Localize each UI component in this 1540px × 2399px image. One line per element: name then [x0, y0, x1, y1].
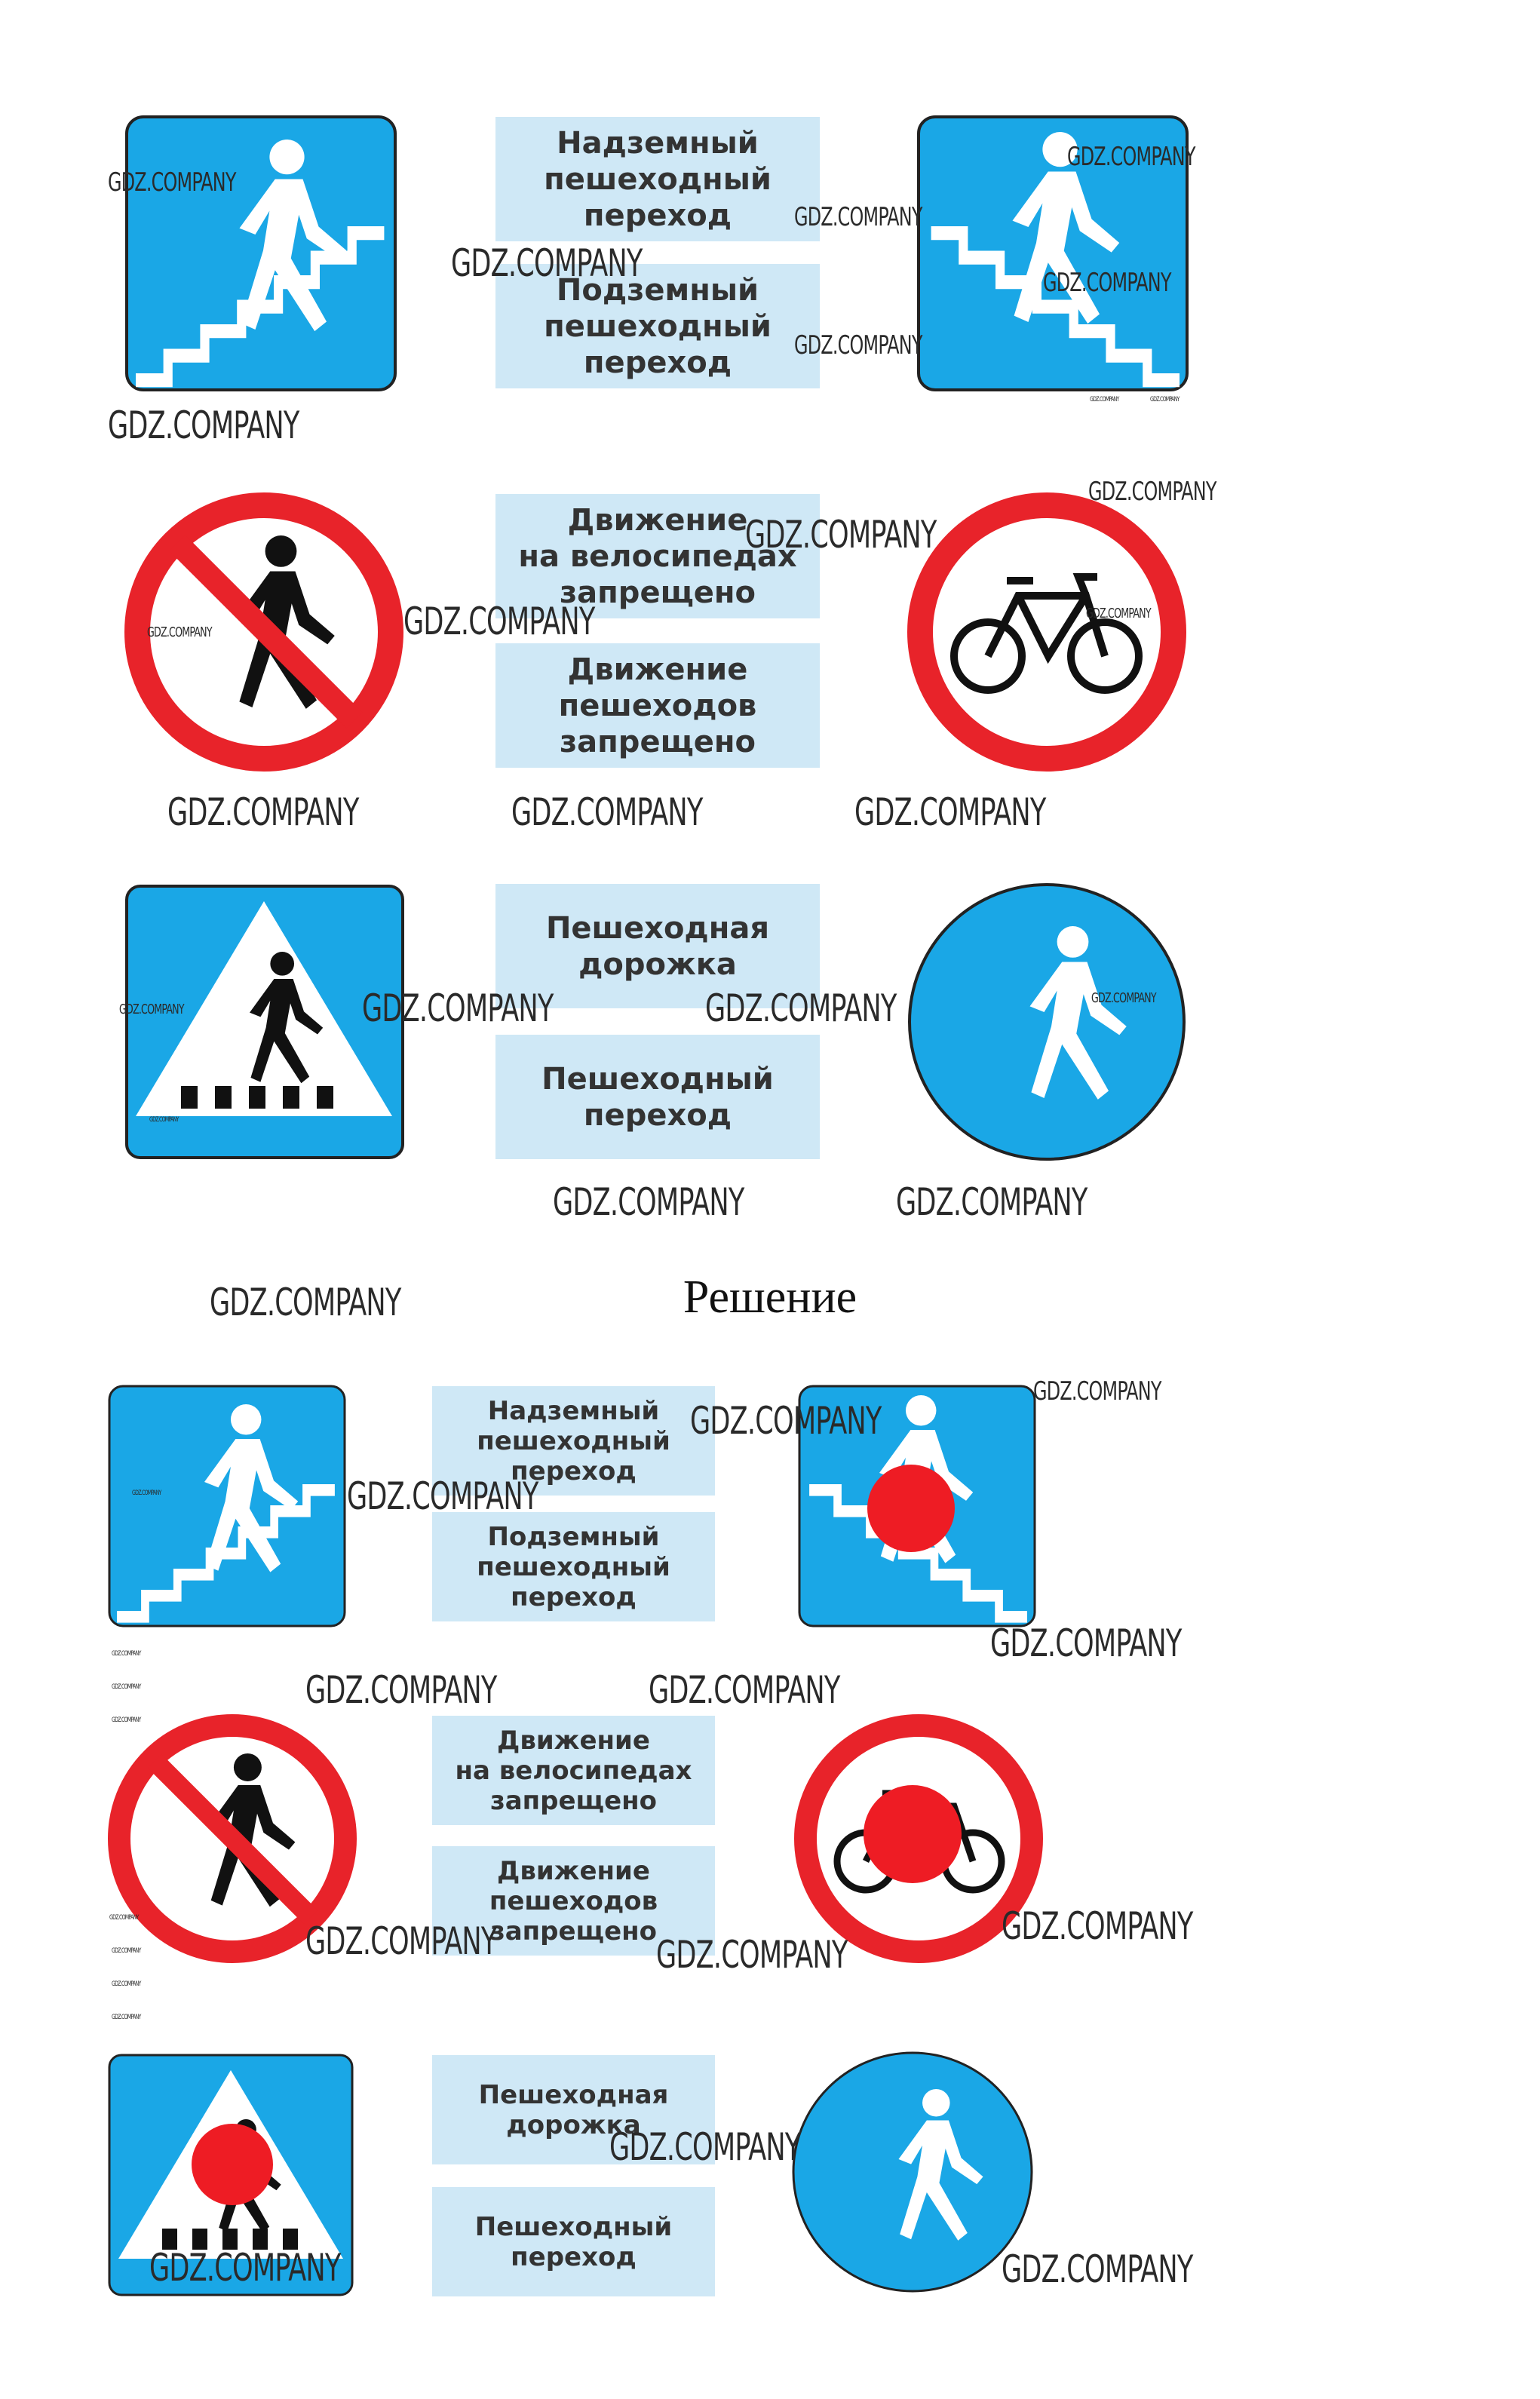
answer-mark [192, 2124, 273, 2205]
watermark: GDZ.COMPANY [147, 624, 212, 640]
label-overground: Надземный пешеходный переход [495, 117, 820, 241]
watermark: GDZ.COMPANY [112, 1650, 141, 1658]
watermark: GDZ.COMPANY [1150, 396, 1180, 403]
watermark: GDZ.COMPANY [112, 1980, 141, 1988]
watermark: GDZ.COMPANY [149, 1116, 179, 1124]
solution-label-no-bicycles: Движение на велосипедах запрещено [432, 1716, 715, 1825]
watermark: GDZ.COMPANY [990, 1621, 1182, 1665]
solution-footpath-sign [793, 2053, 1032, 2291]
watermark: GDZ.COMPANY [112, 1716, 141, 1724]
watermark: GDZ.COMPANY [451, 241, 643, 285]
watermark: GDZ.COMPANY [119, 1002, 184, 1017]
label-footpath: Пешеходная дорожка [495, 884, 820, 1008]
watermark: GDZ.COMPANY [609, 2125, 801, 2169]
watermark: GDZ.COMPANY [896, 1180, 1088, 1224]
solution-label-overground: Надземный пешеходный переход [432, 1386, 715, 1496]
label-crossing: Пешеходный переход [495, 1035, 820, 1159]
overground-crossing-sign [127, 117, 395, 390]
watermark: GDZ.COMPANY [745, 513, 937, 557]
watermark: GDZ.COMPANY [132, 1489, 161, 1497]
watermark: GDZ.COMPANY [1086, 606, 1151, 621]
watermark: GDZ.COMPANY [794, 202, 922, 232]
watermark: GDZ.COMPANY [690, 1399, 882, 1443]
solution-no-bicycles-sign [805, 1726, 1032, 1952]
watermark: GDZ.COMPANY [794, 330, 922, 360]
watermark: GDZ.COMPANY [108, 403, 299, 447]
no-bicycles-sign [920, 505, 1173, 759]
watermark: GDZ.COMPANY [854, 790, 1046, 834]
watermark: GDZ.COMPANY [108, 167, 236, 198]
watermark: GDZ.COMPANY [167, 790, 359, 834]
solution-heading: Решение [683, 1272, 857, 1323]
watermark: GDZ.COMPANY [1002, 1904, 1193, 1948]
watermark: GDZ.COMPANY [1033, 1376, 1161, 1407]
watermark: GDZ.COMPANY [305, 1668, 497, 1712]
watermark: GDZ.COMPANY [210, 1281, 401, 1324]
watermark: GDZ.COMPANY [1002, 2247, 1193, 2291]
watermark: GDZ.COMPANY [1067, 142, 1195, 172]
watermark: GDZ.COMPANY [112, 1683, 141, 1691]
watermark: GDZ.COMPANY [305, 1919, 497, 1963]
watermark: GDZ.COMPANY [511, 790, 703, 834]
answer-mark [864, 1785, 962, 1883]
watermark: GDZ.COMPANY [362, 986, 554, 1030]
watermark: GDZ.COMPANY [403, 600, 595, 643]
watermark: GDZ.COMPANY [347, 1474, 538, 1518]
solution-no-pedestrians-sign [119, 1726, 345, 1952]
label-underground: Подземный пешеходный переход [495, 264, 820, 388]
solution-overground-sign [109, 1386, 345, 1626]
watermark: GDZ.COMPANY [149, 2246, 341, 2290]
solution-label-footpath: Пешеходная дорожка [432, 2055, 715, 2164]
watermark: GDZ.COMPANY [649, 1668, 840, 1712]
solution-label-underground: Подземный пешеходный переход [432, 1512, 715, 1621]
watermark: GDZ.COMPANY [656, 1933, 848, 1977]
watermark: GDZ.COMPANY [705, 986, 897, 1030]
watermark: GDZ.COMPANY [112, 1947, 141, 1955]
answer-mark [867, 1465, 955, 1552]
watermark: GDZ.COMPANY [112, 2014, 141, 2021]
watermark: GDZ.COMPANY [1090, 396, 1119, 403]
solution-label-crossing: Пешеходный переход [432, 2187, 715, 2296]
watermark: GDZ.COMPANY [1043, 268, 1171, 298]
watermark: GDZ.COMPANY [1091, 990, 1156, 1006]
label-no-bicycles: Движение на велосипедах запрещено [495, 494, 820, 618]
label-no-pedestrians: Движение пешеходов запрещено [495, 643, 820, 768]
solution-label-no-pedestrians: Движение пешеходов запрещено [432, 1846, 715, 1956]
watermark: GDZ.COMPANY [553, 1180, 744, 1224]
watermark: GDZ.COMPANY [1088, 477, 1216, 507]
watermark: GDZ.COMPANY [109, 1914, 139, 1922]
footpath-sign [910, 885, 1184, 1159]
